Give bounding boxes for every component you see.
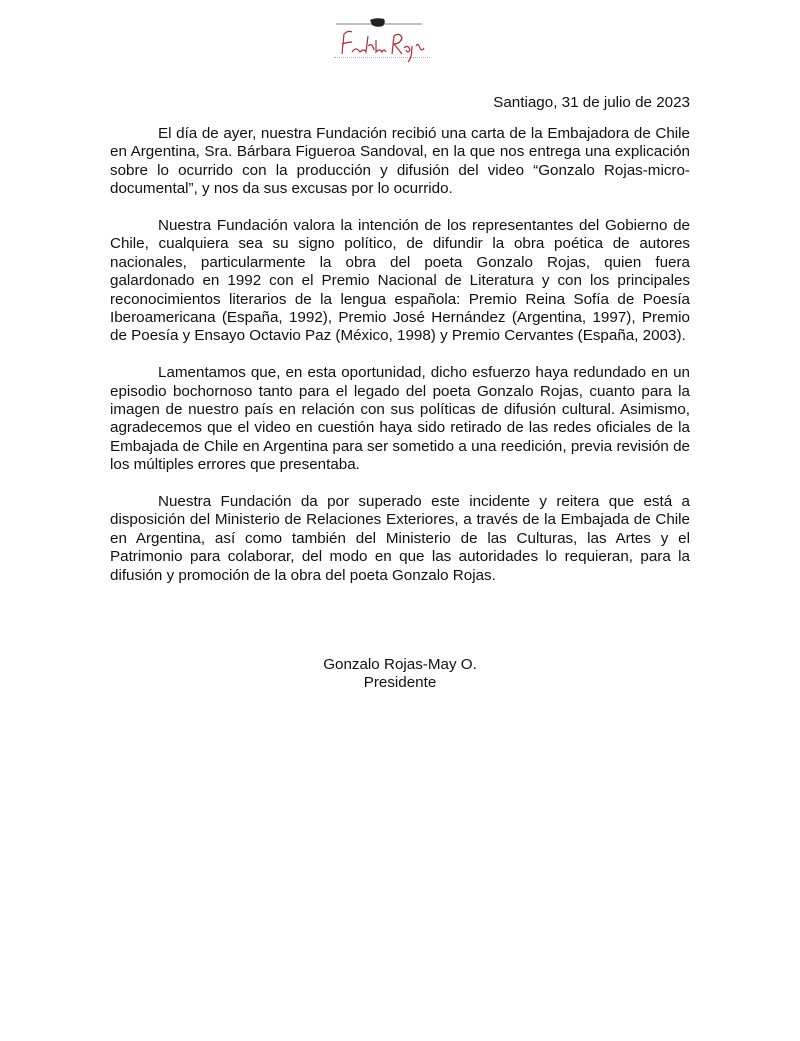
paragraph-3: Lamentamos que, en esta oportunidad, dicho esfuerzo haya redundado en un episodio bochornoso tanto para el legado del poeta Gonzalo Rojas, cuanto para la imagen de nuestro país en relación con sus políticas de difusión cultural. Asimismo, agradecemos que el video en cuestión haya sido retirado de las redes oficiales de la Embajada de Chile en Argentina para ser sometido a una reedición, previa revisión de los múltiples errores que presentaba. bbox=[110, 364, 690, 474]
logo-mark-shape bbox=[370, 18, 385, 27]
logo-caption-line bbox=[334, 57, 430, 61]
letter-date: Santiago, 31 de julio de 2023 bbox=[493, 94, 690, 111]
logo-signature-stroke-1 bbox=[342, 31, 386, 54]
paragraph-4: Nuestra Fundación da por superado este incidente y reitera que está a disposición del Ministerio de Relaciones Exteriores, a través de la Embajada de Chile en Argentina, así como también del Ministerio de las Culturas, las Artes y el Patrimonio para colaborar, del modo en que las autoridades lo requieran, para la difusión y promoción de la obra del poeta Gonzalo Rojas. bbox=[110, 493, 690, 584]
paragraph-1: El día de ayer, nuestra Fundación recibió una carta de la Embajadora de Chile en Argentina, Sra. Bárbara Figueroa Sandoval, en la que nos entrega una explicación sobre lo ocurrido con la producción y difusión del video “Gonzalo Rojas-micro-documental”, y nos da sus excusas por lo ocurrido. bbox=[110, 125, 690, 198]
paragraph-2: Nuestra Fundación valora la intención de los representantes del Gobierno de Chile, cualquiera sea su signo político, de difundir la obra poética de autores nacionales, particularmente la obra del poeta Gonzalo Rojas, quien fuera galardonado en 1992 con el Premio Nacional de Literatura y con los principales reconocimientos literarios de la lengua española: Premio Reina Sofía de Poesía Iberoamericana (España, 1992), Premio José Hernández (Argentina, 1997), Premio de Poesía y Ensayo Octavio Paz (México, 1998) y Premio Cervantes (España, 2003). bbox=[110, 217, 690, 345]
signature-name: Gonzalo Rojas-May O. bbox=[323, 656, 477, 673]
signature-block bbox=[0, 656, 800, 693]
signature-title: Presidente bbox=[363, 674, 437, 692]
letter-body bbox=[110, 125, 690, 604]
